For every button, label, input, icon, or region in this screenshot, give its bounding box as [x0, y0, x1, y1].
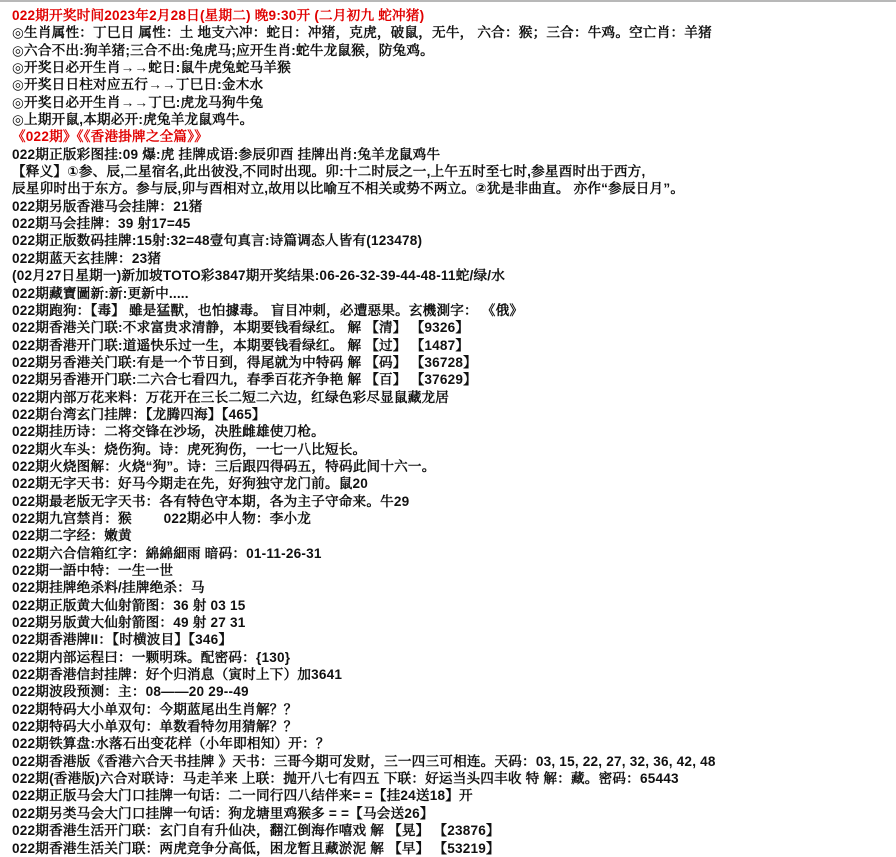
text-line-17: 022期藏寶圖新:新:更新中..... — [12, 285, 189, 301]
text-line-25: 022期挂历诗：二将交锋在沙场，决胜雌雄使刀枪。 — [12, 424, 325, 440]
text-line-34: 022期挂牌绝杀料/挂牌绝杀：马 — [12, 580, 205, 596]
text-line-33: 022期一語中特：一生一世 — [12, 563, 174, 578]
text-line-44: 022期香港版《香港六合天书挂牌 》天书：三哥今期可发财，三一四三可相连。天码：03, 15, 22, 27, 32, 36, 42, 48 — [12, 753, 716, 769]
text-line-13: 022期马会挂牌：39 射17=45 — [12, 216, 191, 232]
text-line-10: 【释义】①参、辰,二星宿名,此出彼没,不同时出现。卯:十二时辰之一,上午五时至七时,参星酉时出于西方, — [12, 164, 646, 180]
text-line-29: 022期最老版无字天书：各有特色守本期，各为主子守命来。牛29 — [12, 493, 410, 509]
text-line-9: 022期正版彩图挂:09 爆:虎 挂牌成语:参辰卯酉 挂牌出肖:兔羊龙鼠鸡牛 — [12, 146, 441, 162]
text-line-47: 022期另类马会大门口挂牌一句话：狗龙塘里鸡猴多 = =【马会送26】 — [12, 805, 434, 821]
text-line-45: 022期(香港版)六合对联诗：马走羊来 上联：抛开八七有四五 下联：好运当头四丰收 特 解：藏。密码：65443 — [12, 771, 679, 787]
text-line-23: 022期内部万花来料：万花开在三长二短二六边，红绿色彩尽显鼠藏龙居 — [12, 389, 450, 405]
text-line-32: 022期六合信箱红字：綿綿細雨 暗码：01-11-26-31 — [12, 545, 322, 561]
text-line-27: 022期火烧图解：火烧“狗”。诗：三后跟四得码五，特码此间十六一。 — [12, 458, 436, 474]
text-line-42: 022期特码大小单双句：单数看特勿用猜解？？ — [12, 719, 298, 735]
text-line-36: 022期另版黄大仙射箭图：49 射 27 31 — [12, 615, 246, 631]
text-line-19: 022期香港关门联:不求富贵求清静，本期要钱看绿红。 解 【清】 【9326】 — [12, 320, 470, 336]
text-line-4: ◎开奖日必开生肖→→蛇日:鼠牛虎兔蛇马羊猴 — [12, 60, 291, 76]
text-line-5: ◎开奖日日柱对应五行→→丁巳日:金木水 — [12, 77, 264, 93]
text-line-12: 022期另版香港马会挂牌：21猪 — [12, 198, 203, 214]
text-line-7: ◎上期开鼠,本期必开:虎兔羊龙鼠鸡牛。 — [12, 112, 254, 128]
text-line-35: 022期正版黄大仙射箭图：36 射 03 15 — [12, 597, 246, 613]
text-line-41: 022期特码大小单双句：今期蓝尾出生肖解？？ — [12, 701, 298, 717]
text-line-20: 022期香港开门联:道遥快乐过一生，本期要钱看绿红。 解 【过】 【1487】 — [12, 337, 470, 353]
text-line-22: 022期另香港开门联:二六合七看四九，春季百花齐争艳 解 【百】 【37629】 — [12, 372, 477, 388]
content-lines — [12, 7, 890, 857]
text-line-16: (02月27日星期一)新加坡TOTO彩3847期开奖结果:06-26-32-39-44-48-11蛇/绿/水 — [12, 268, 506, 284]
text-line-18: 022期跑狗：【毒】 雖是猛獸，也怕據毒。 盲目冲刺，必遭惡果。玄機測字： 《俄》 — [12, 302, 524, 318]
text-line-39: 022期香港信封挂牌：好个归消息（寅时上下）加3641 — [12, 667, 343, 683]
text-line-49: 022期香港生活关门联：两虎竞争分高低，困龙暂且藏淤泥 解 【早】 【53219】 — [12, 840, 500, 856]
text-line-43: 022期铁算盘:水落石出变花样（小年即相知）开：？ — [12, 736, 330, 752]
text-line-11: 辰星卯时出于东方。参与辰,卯与酉相对立,故用以比喻互不相关或势不两立。②犹是非曲直。 亦作“参辰日月”。 — [12, 181, 685, 197]
text-line-2: ◎生肖属性：丁巳日 属性：土 地支六冲：蛇日：冲猪，克虎，破鼠，无牛， 六合：猴；三合：牛鸡。空亡肖：羊猪 — [12, 25, 712, 41]
text-line-26: 022期火车头：烧伤狗。诗：虎死狗伤，一七一八比短长。 — [12, 441, 367, 457]
text-line-37: 022期香港牌II：【时横波目】【346】 — [12, 632, 233, 648]
text-line-8: 《022期》《《香港掛牌之全篇》》 — [12, 129, 208, 145]
text-line-31: 022期二字经：嫩黄 — [12, 528, 132, 544]
text-line-6: ◎开奖日必开生肖→→丁巳:虎龙马狗牛兔 — [12, 94, 264, 110]
text-line-40: 022期波段预测：主：08——20 29--49 — [12, 684, 249, 700]
text-line-3: ◎六合不出:狗羊猪;三合不出:兔虎马;应开生肖:蛇牛龙鼠猴，防兔鸡。 — [12, 42, 434, 58]
text-line-46: 022期正版马会大门口挂牌一句话：二一同行四八结伴来= =【挂24送18】开 — [12, 788, 473, 804]
text-line-38: 022期内部运程曰：一颗明珠。配密码：{130} — [12, 649, 291, 665]
text-line-24: 022期台湾玄门挂牌：【龙腾四海】【465】 — [12, 406, 266, 422]
text-line-30: 022期九宫禁肖：猴 022期必中人物：李小龙 — [12, 510, 312, 526]
text-line-48: 022期香港生活开门联：玄门自有升仙决，翻江倒海作嘻戏 解 【晃】 【23876】 — [12, 823, 500, 839]
text-line-21: 022期另香港关门联:有是一个节日到，得尾就为中特码 解 【码】 【36728】 — [12, 354, 477, 370]
text-line-15: 022期蓝天玄挂牌：23猪 — [12, 250, 162, 266]
text-line-14: 022期正版数码挂牌:15射:32=48壹句真言:诗篇调态人皆有(123478) — [12, 233, 423, 249]
text-line-28: 022期无字天书：好马今期走在先，好狗独守龙门前。鼠20 — [12, 476, 369, 492]
lottery-tips-page — [0, 2, 896, 857]
text-line-1: 022期开奖时间2023年2月28日(星期二) 晚9:30开 (二月初九 蛇冲猪) — [12, 8, 425, 23]
